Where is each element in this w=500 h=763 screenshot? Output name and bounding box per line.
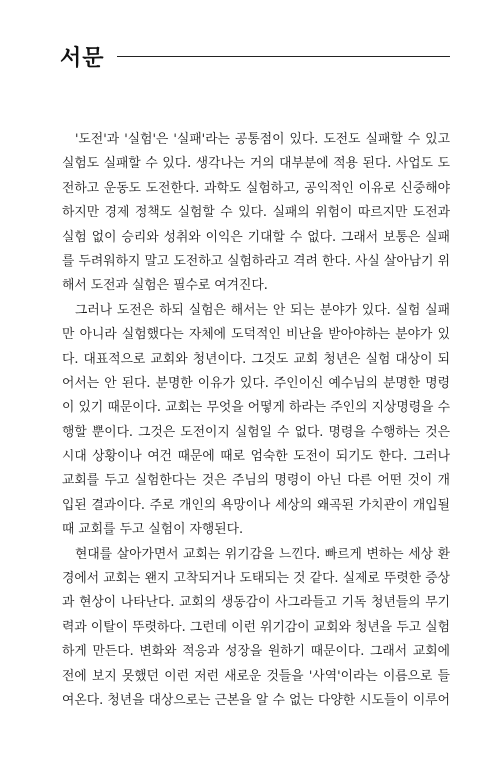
text-line: 어서는 안 된다. 분명한 이유가 있다. 주인이신 예수님의 분명한 명령 — [62, 375, 450, 391]
text-line: 경에서 교회는 왠지 고착되거나 도태되는 것 같다. 실제로 뚜렷한 증상 — [62, 571, 450, 587]
text-line: 그러나 도전은 하되 실험은 해서는 안 되는 분야가 있다. 실험 실패 — [75, 302, 450, 318]
text-line: 다. 대표적으로 교회와 청년이다. 그것도 교회 청년은 실험 대상이 되 — [62, 351, 450, 367]
text-line: 과 현상이 나타난다. 교회의 생동감이 사그라들고 기독 청년들의 무기 — [62, 595, 450, 611]
text-line: 실험 없이 승리와 성취와 이익은 기대할 수 없다. 그래서 보통은 실패 — [62, 229, 450, 245]
title-rule — [117, 56, 450, 57]
text-line: 때 교회를 두고 실험이 자행된다. — [62, 522, 244, 538]
text-line: 행할 뿐이다. 그것은 도전이지 실험일 수 없다. 명령을 수행하는 것은 — [62, 424, 450, 440]
text-line: 하게 만든다. 변화와 적응과 성장을 원하기 때문이다. 그래서 교회에 — [62, 644, 450, 660]
paragraph — [62, 543, 450, 714]
body-text — [62, 128, 450, 713]
text-line: 하지만 경제 정책도 실험할 수 있다. 실패의 위험이 따르지만 도전과 — [62, 205, 450, 221]
text-line: 전하고 운동도 도전한다. 과학도 실험하고, 공익적인 이유로 신중해야 — [62, 180, 450, 196]
text-line: 여온다. 청년을 대상으로는 근본을 알 수 없는 다양한 시도들이 이루어 — [62, 692, 450, 708]
paragraph — [62, 128, 450, 299]
text-line: 전에 보지 못했던 이런 저런 새로운 것들을 '사역'이라는 이름으로 들 — [62, 668, 450, 684]
paragraph — [62, 299, 450, 543]
text-line: 해서 도전과 실험은 필수로 여겨진다. — [62, 278, 268, 294]
text-line: 교회를 두고 실험한다는 것은 주님의 명령이 아닌 다른 어떤 것이 개 — [62, 473, 450, 489]
text-line: 실험도 실패할 수 있다. 생각나는 거의 대부분에 적용 된다. 사업도 도 — [62, 156, 450, 172]
text-line: 력과 이탈이 뚜렷하다. 그런데 이런 위기감이 교회와 청년을 두고 실험 — [62, 619, 450, 635]
text-line: 이 있기 때문이다. 교회는 무엇을 어떻게 하라는 주인의 지상명령을 수 — [62, 400, 450, 416]
text-line: '도전'과 '실험'은 '실패'라는 공통점이 있다. 도전도 실패할 수 있고 — [75, 132, 450, 147]
page-title: 서문 — [60, 45, 105, 71]
text-line: 현대를 살아가면서 교회는 위기감을 느낀다. 빠르게 변하는 세상 환 — [75, 546, 450, 562]
text-line: 만 아니라 실험했다는 자체에 도덕적인 비난을 받아야하는 분야가 있 — [62, 327, 450, 343]
section-heading — [60, 38, 450, 74]
text-line: 시대 상황이나 여건 때문에 때로 엄숙한 도전이 되기도 한다. 그러나 — [62, 449, 450, 465]
text-line: 입된 결과이다. 주로 개인의 욕망이나 세상의 왜곡된 가치관이 개입될 — [62, 497, 450, 513]
text-line: 를 두려워하지 말고 도전하고 실험하라고 격려 한다. 사실 살아남기 위 — [62, 253, 450, 269]
